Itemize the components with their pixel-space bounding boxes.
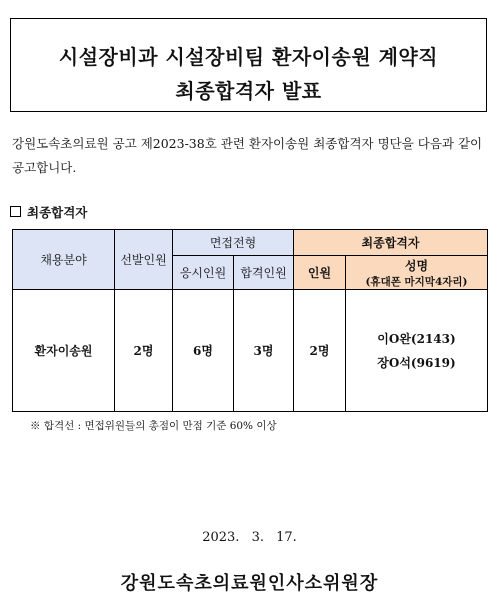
intro-paragraph: 강원도속초의료원 공고 제2023-38호 관련 환자이송원 최종합격자 명단을 다음과 같이 공고합니다.: [12, 136, 483, 175]
header-final-count: 인원: [294, 256, 346, 290]
header-name: [346, 256, 488, 290]
checkbox-square-icon: [10, 206, 21, 217]
header-final: 최종합격자: [294, 230, 488, 256]
header-field: 채용분야: [13, 230, 115, 290]
pass-threshold-note: ※ 합격선 : 면접위원들의 총점이 만점 기준 60% 이상: [30, 420, 277, 432]
header-passed: 합격인원: [234, 256, 294, 290]
cell-field: 환자이송원: [13, 290, 115, 412]
cell-applicants: 6명: [173, 290, 234, 412]
name-1: 이O완(2143): [377, 331, 456, 346]
header-selected: 선발인원: [115, 230, 173, 290]
announcement-date: 2023. 3. 17.: [202, 530, 297, 545]
section-heading-text: 최종합격자: [27, 205, 88, 220]
results-table: [12, 229, 488, 412]
header-name-sub: (휴대폰 마지막4자리): [365, 275, 468, 288]
title-line-2: 최종합격자 발표: [175, 79, 322, 103]
title-line-1: 시설장비과 시설장비팀 환자이송원 계약직: [58, 45, 439, 69]
section-heading: [10, 203, 87, 221]
cell-names: [346, 290, 488, 412]
header-applicants: 응시인원: [173, 256, 234, 290]
title-box: [10, 18, 487, 112]
cell-passed: 3명: [234, 290, 294, 412]
header-name-label: 성명: [404, 258, 429, 273]
cell-final-count: 2명: [294, 290, 346, 412]
name-2: 장O석(9619): [377, 355, 456, 370]
cell-selected: 2명: [115, 290, 173, 412]
header-interview: 면접전형: [173, 230, 294, 256]
issuer: 강원도속초의료원인사소위원장: [120, 573, 379, 594]
